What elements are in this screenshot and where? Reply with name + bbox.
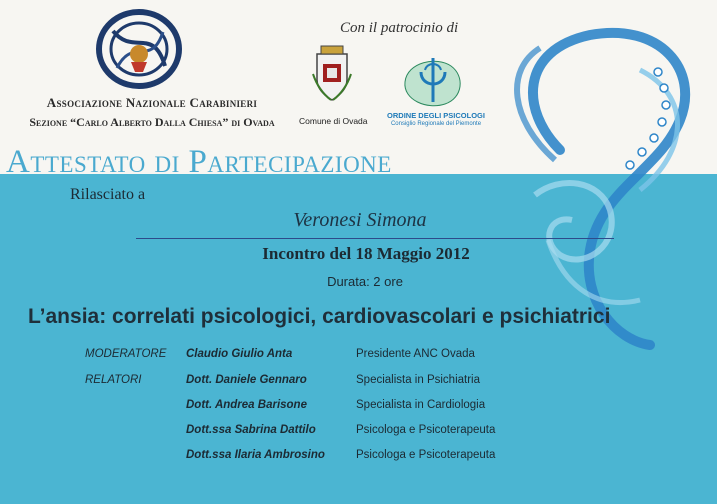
person-name: Dott. Daniele Gennaro [186, 374, 307, 386]
association-section: Sezione “Carlo Alberto Dalla Chiesa” di Ovada [29, 115, 275, 129]
list-item [0, 449, 717, 467]
patronage-label: Con il patrocinio di [340, 20, 459, 36]
person-name: Claudio Giulio Anta [186, 348, 293, 360]
ordine-psicologi-label: ORDINE DEGLI PSICOLOGI [387, 111, 485, 120]
person-title: Specialista in Psichiatria [356, 374, 481, 386]
person-role: MODERATORE [85, 348, 167, 360]
person-title: Specialista in Cardiologia [356, 399, 486, 411]
anc-emblem-icon [93, 6, 185, 92]
list-item [0, 424, 717, 442]
person-title: Psicologa e Psicoterapeuta [356, 424, 496, 436]
list-item [0, 348, 717, 366]
person-name: Dott.ssa Sabrina Dattilo [186, 424, 316, 436]
meeting-date: Incontro del 18 Maggio 2012 [262, 244, 470, 263]
person-role: RELATORI [85, 374, 142, 386]
name-underline [136, 238, 614, 239]
certificate-title: Attestato di Partecipazione [6, 144, 392, 180]
person-title: Presidente ANC Ovada [356, 348, 475, 360]
recipient-name: Veronesi Simona [293, 209, 427, 231]
comune-label: Comune di Ovada [299, 116, 368, 126]
list-item [0, 399, 717, 417]
ordine-psicologi-subtitle: Consiglio Regionale del Piemonte [390, 121, 482, 127]
comune-crest-icon [311, 44, 353, 104]
list-item [0, 374, 717, 392]
person-name: Dott.ssa Ilaria Ambrosino [186, 449, 325, 461]
person-title: Psicologa e Psicoterapeuta [356, 449, 496, 461]
duration-label: Durata: 2 ore [327, 274, 403, 289]
person-name: Dott. Andrea Barisone [186, 399, 307, 411]
ordine-psicologi-logo-icon [397, 52, 469, 110]
association-name: Associazione Nazionale Carabinieri [46, 95, 258, 110]
meeting-topic: L’ansia: correlati psicologici, cardiovascolari e psichiatrici [28, 305, 611, 328]
issued-to-label: Rilasciato a [70, 186, 146, 203]
